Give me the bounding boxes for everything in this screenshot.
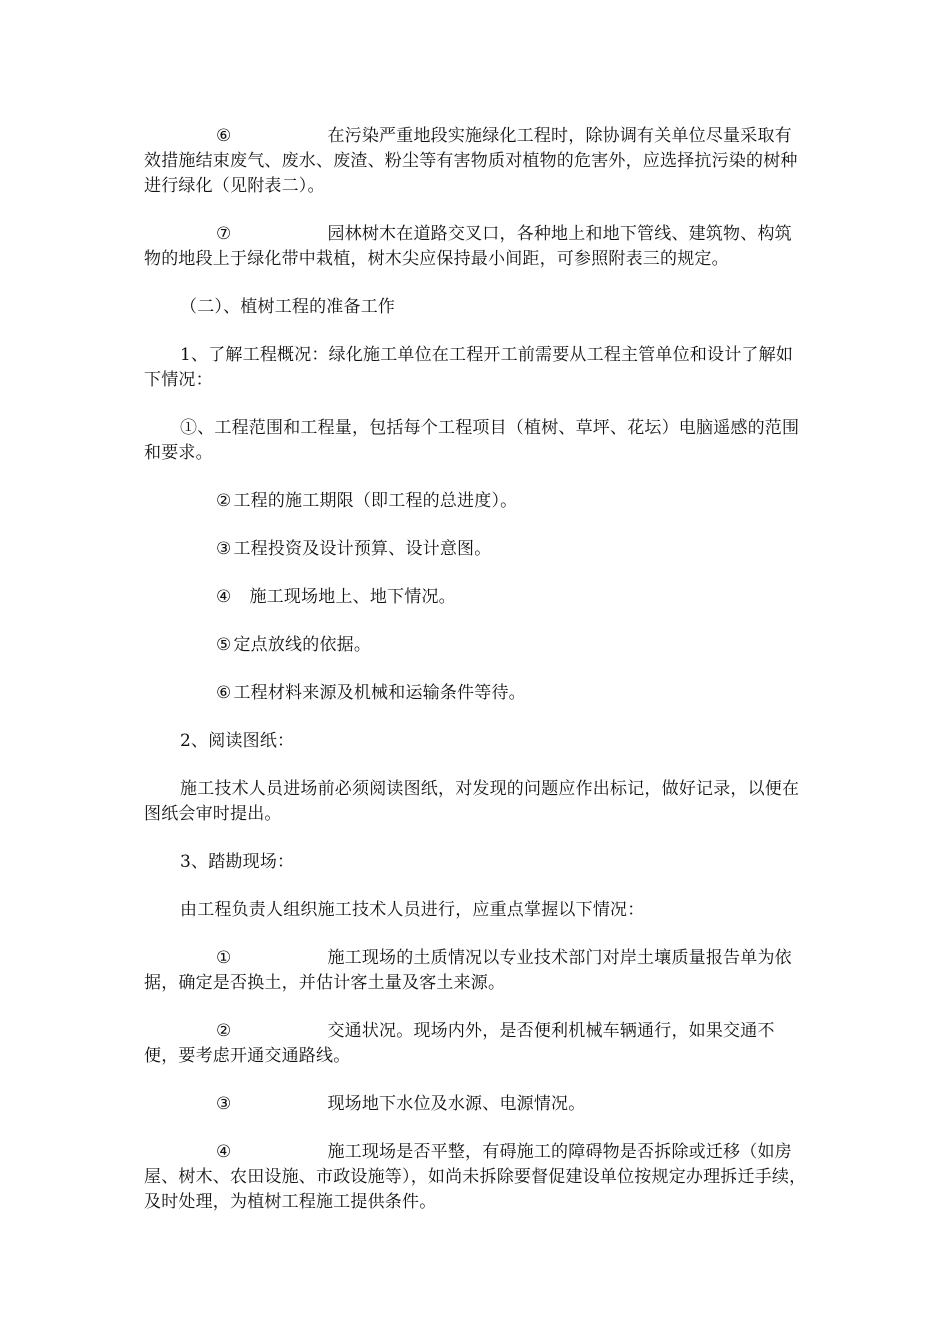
paragraph-item-3-budget — [144, 537, 808, 562]
paragraph-text: ①、工程范围和工程量，包括每个工程项目（植树、草坪、花坛）电脑遥感的范围和要求。 — [144, 418, 800, 463]
paragraph-text: 定点放线的依据。 — [233, 635, 372, 655]
circled-number-6: ⑥ — [216, 126, 232, 146]
paragraph-survey-item-4-obstacles — [144, 1140, 808, 1215]
paragraph-text: 工程的施工期限（即工程的总进度）。 — [233, 491, 518, 511]
paragraph-text: 施工现场是否平整，有碍施工的障碍物是否拆除或迁移（如房屋、树木、农田设施、市政设施等），如尚未拆除要督促建设单位按规定办理拆迁手续，及时处理，为植树工程施工提供条件。 — [144, 1142, 807, 1212]
paragraph-survey-item-1-soil — [144, 946, 808, 996]
circled-number-4: ④ — [216, 587, 232, 607]
paragraph-circled-7-spacing — [144, 222, 808, 272]
circled-number-7: ⑦ — [216, 224, 232, 244]
paragraph-site-survey-heading — [144, 850, 808, 875]
paragraph-text: 工程材料来源及机械和运输条件等待。 — [233, 683, 526, 703]
section-heading-preparation — [144, 295, 808, 320]
paragraph-text: 现场地下水位及水源、电源情况。 — [327, 1094, 586, 1114]
circled-number-2: ② — [216, 491, 232, 511]
paragraph-text: 2、阅读图纸： — [180, 731, 295, 751]
paragraph-circled-6-pollution — [144, 124, 808, 199]
paragraph-text: 3、踏勘现场： — [180, 852, 295, 872]
paragraph-text: 施工现场的土质情况以专业技术部门对岸土壤质量报告单为依据，确定是否换土，并估计客土量及客土来源。 — [144, 948, 792, 993]
paragraph-text: 施工技术人员进场前必须阅读图纸，对发现的问题应作出标记，做好记录，以便在图纸会审时提出。 — [144, 779, 800, 824]
circled-number-4: ④ — [216, 1142, 232, 1162]
paragraph-survey-item-2-traffic — [144, 1019, 808, 1069]
circled-number-5: ⑤ — [216, 635, 232, 655]
paragraph-item-2-schedule — [144, 489, 808, 514]
paragraph-text: 由工程负责人组织施工技术人员进行，应重点掌握以下情况： — [180, 900, 645, 920]
paragraph-item-5-layout — [144, 633, 808, 658]
paragraph-text: 在污染严重地段实施绿化工程时，除协调有关单位尽量采取有效措施结束废气、废水、废渣、粉尘等有害物质对植物的危害外，应选择抗污染的树种进行绿化（见附表二）。 — [144, 126, 798, 196]
paragraph-text: 交通状况。现场内外，是否便利机械车辆通行，如果交通不便，要考虑开通交通路线。 — [144, 1021, 775, 1066]
paragraph-site-survey-body — [144, 898, 808, 923]
circled-number-1: ① — [216, 948, 232, 968]
paragraph-read-drawings-heading — [144, 729, 808, 754]
paragraph-item-6-materials — [144, 681, 808, 706]
circled-number-6: ⑥ — [216, 683, 232, 703]
paragraph-item-4-site — [144, 585, 808, 610]
paragraph-text: 工程投资及设计预算、设计意图。 — [233, 539, 492, 559]
paragraph-text: 施工现场地上、地下情况。 — [249, 587, 456, 607]
section-heading-text: （二）、植树工程的准备工作 — [180, 297, 396, 317]
paragraph-read-drawings-body — [144, 777, 808, 827]
paragraph-text: 1、了解工程概况：绿化施工单位在工程开工前需要从工程主管单位和设计了解如下情况： — [144, 345, 794, 390]
paragraph-item-1-scope — [144, 416, 808, 466]
circled-number-3: ③ — [216, 539, 232, 559]
circled-number-3: ③ — [216, 1094, 232, 1114]
paragraph-survey-item-3-water — [144, 1092, 808, 1117]
circled-number-2: ② — [216, 1021, 232, 1041]
paragraph-project-overview — [144, 343, 808, 393]
document-body — [144, 124, 808, 1238]
paragraph-text: 园林树木在道路交叉口，各种地上和地下管线、建筑物、构筑物的地段上于绿化带中栽植，树木尖应保持最小间距，可参照附表三的规定。 — [144, 224, 792, 269]
